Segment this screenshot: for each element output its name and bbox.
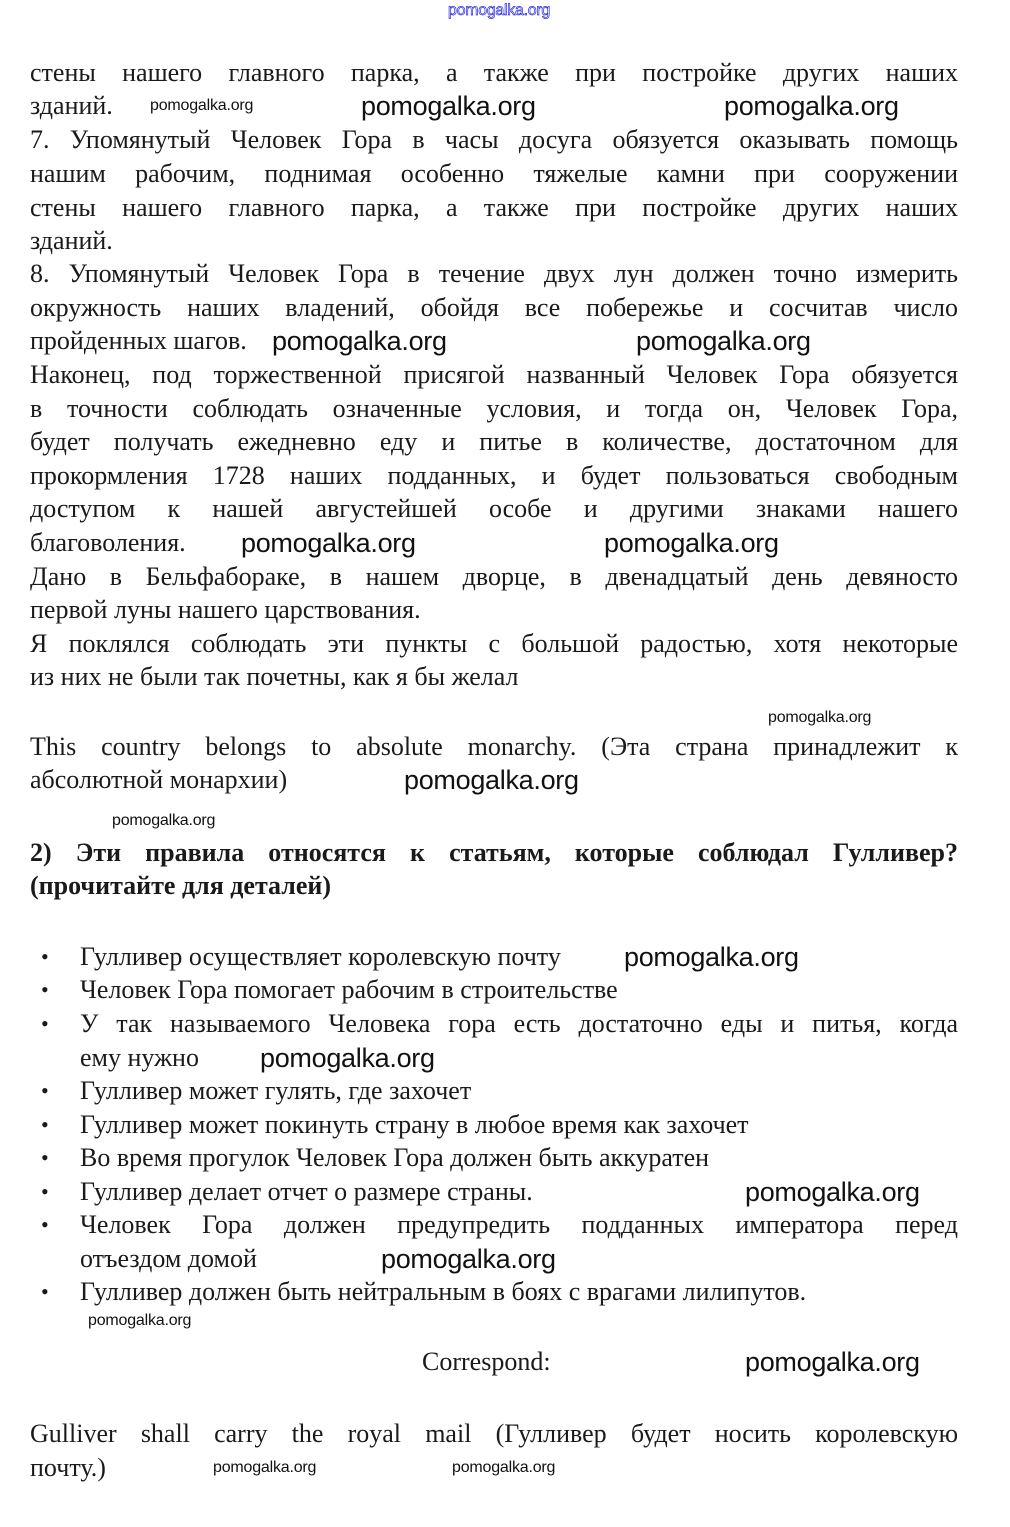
correspond-label: Correspond: (422, 1347, 551, 1376)
watermark: pomogalka.org (745, 1347, 920, 1377)
article-8-line: 8. Упомянутый Человек Гора в течение двух лун должен точно измерить (30, 259, 958, 288)
monarchy-line: This country belongs to absolute monarchy. (Эта страна принадлежит к (30, 732, 958, 761)
conclusion-line: благоволения. (30, 528, 186, 557)
watermark: pomogalka.org (361, 91, 536, 121)
answer-line: почту.) (30, 1453, 106, 1482)
watermark: pomogalka.org (745, 1177, 920, 1207)
conclusion-line: в точности соблюдать означенные условия, и тогда он, Человек Гора, (30, 394, 958, 423)
bullet-icon: • (41, 1011, 49, 1036)
oath-line: из них не были так почетны, как я бы желал (30, 662, 519, 691)
bullet-item-line: Гулливер может покинуть страну в любое время как захочет (80, 1110, 749, 1139)
given-at-line: Дано в Бельфабораке, в нашем дворце, в двенадцатый день девяносто (30, 562, 958, 591)
watermark: pomogalka.org (241, 528, 416, 558)
conclusion-line: доступом к нашей августейшей особе и другими знаками нашего (30, 494, 958, 523)
given-at-line: первой луны нашего царствования. (30, 595, 421, 624)
bullet-item-line: Человек Гора должен предупредить подданных императора перед (80, 1210, 958, 1239)
watermark: pomogalka.org (260, 1043, 435, 1073)
article-7-line: зданий. (30, 226, 113, 255)
monarchy-line: абсолютной монархии) (30, 765, 288, 794)
bullet-icon: • (41, 944, 49, 969)
watermark-small: pomogalka.org (213, 1459, 317, 1476)
article-7-line: стены нашего главного парка, а также при постройке других наших (30, 193, 958, 222)
conclusion-line: Наконец, под торжественной присягой названный Человек Гора обязуется (30, 360, 958, 389)
bullet-item-line: отъездом домой (80, 1244, 257, 1273)
watermark-small: pomogalka.org (112, 812, 216, 829)
bullet-item-line: Во время прогулок Человек Гора должен быть аккуратен (80, 1143, 710, 1172)
p-park-end-line: стены нашего главного парка, а также при постройке других наших (30, 58, 958, 87)
oath-line: Я поклялся соблюдать эти пункты с большой радостью, хотя некоторые (30, 629, 958, 658)
question-2-line: 2) Эти правила относятся к статьям, которые соблюдал Гулливер? (30, 838, 958, 867)
bullet-icon: • (41, 1279, 49, 1304)
article-7-line: нашим рабочим, поднимая особенно тяжелые камни при сооружении (30, 159, 958, 188)
watermark: pomogalka.org (636, 326, 811, 356)
bullet-icon: • (41, 1179, 49, 1204)
bullet-icon: • (41, 1112, 49, 1137)
header-watermark: pomogalka.org (448, 2, 550, 19)
bullet-item-line: Гулливер может гулять, где захочет (80, 1076, 472, 1105)
watermark: pomogalka.org (381, 1244, 556, 1274)
watermark-small: pomogalka.org (452, 1459, 556, 1476)
question-2-line: (прочитайте для деталей) (30, 871, 332, 900)
article-8-line: окружность наших владений, обойдя все побережье и сосчитав число (30, 293, 958, 322)
bullet-item-line: Гулливер должен быть нейтральным в боях с врагами лилипутов. (80, 1277, 807, 1306)
bullet-item-line: ему нужно (80, 1043, 199, 1072)
bullet-item-line: Гулливер осуществляет королевскую почту (80, 942, 561, 971)
bullet-item-line: Гулливер делает отчет о размере страны. (80, 1177, 533, 1206)
bullet-icon: • (41, 1145, 49, 1170)
watermark: pomogalka.org (272, 326, 447, 356)
conclusion-line: будет получать ежедневно еду и питье в количестве, достаточном для (30, 427, 958, 456)
p-park-end-line: зданий. (30, 91, 113, 120)
watermark-small: pomogalka.org (150, 97, 254, 114)
watermark: pomogalka.org (404, 765, 579, 795)
watermark: pomogalka.org (604, 528, 779, 558)
watermark-small: pomogalka.org (768, 709, 872, 726)
watermark: pomogalka.org (624, 942, 799, 972)
answer-line: Gulliver shall carry the royal mail (Гулливер будет носить королевскую (30, 1419, 958, 1448)
bullet-item-line: Человек Гора помогает рабочим в строительстве (80, 975, 618, 1004)
article-7-line: 7. Упомянутый Человек Гора в часы досуга обязуется оказывать помощь (30, 125, 958, 154)
bullet-icon: • (41, 1078, 49, 1103)
bullet-icon: • (41, 977, 49, 1002)
watermark-small: pomogalka.org (88, 1312, 192, 1329)
bullet-icon: • (41, 1212, 49, 1237)
bullet-item-line: У так называемого Человека гора есть достаточно еды и питья, когда (80, 1009, 958, 1038)
article-8-line: пройденных шагов. (30, 326, 247, 355)
watermark: pomogalka.org (724, 91, 899, 121)
conclusion-line: прокормления 1728 наших подданных, и будет пользоваться свободным (30, 461, 958, 490)
